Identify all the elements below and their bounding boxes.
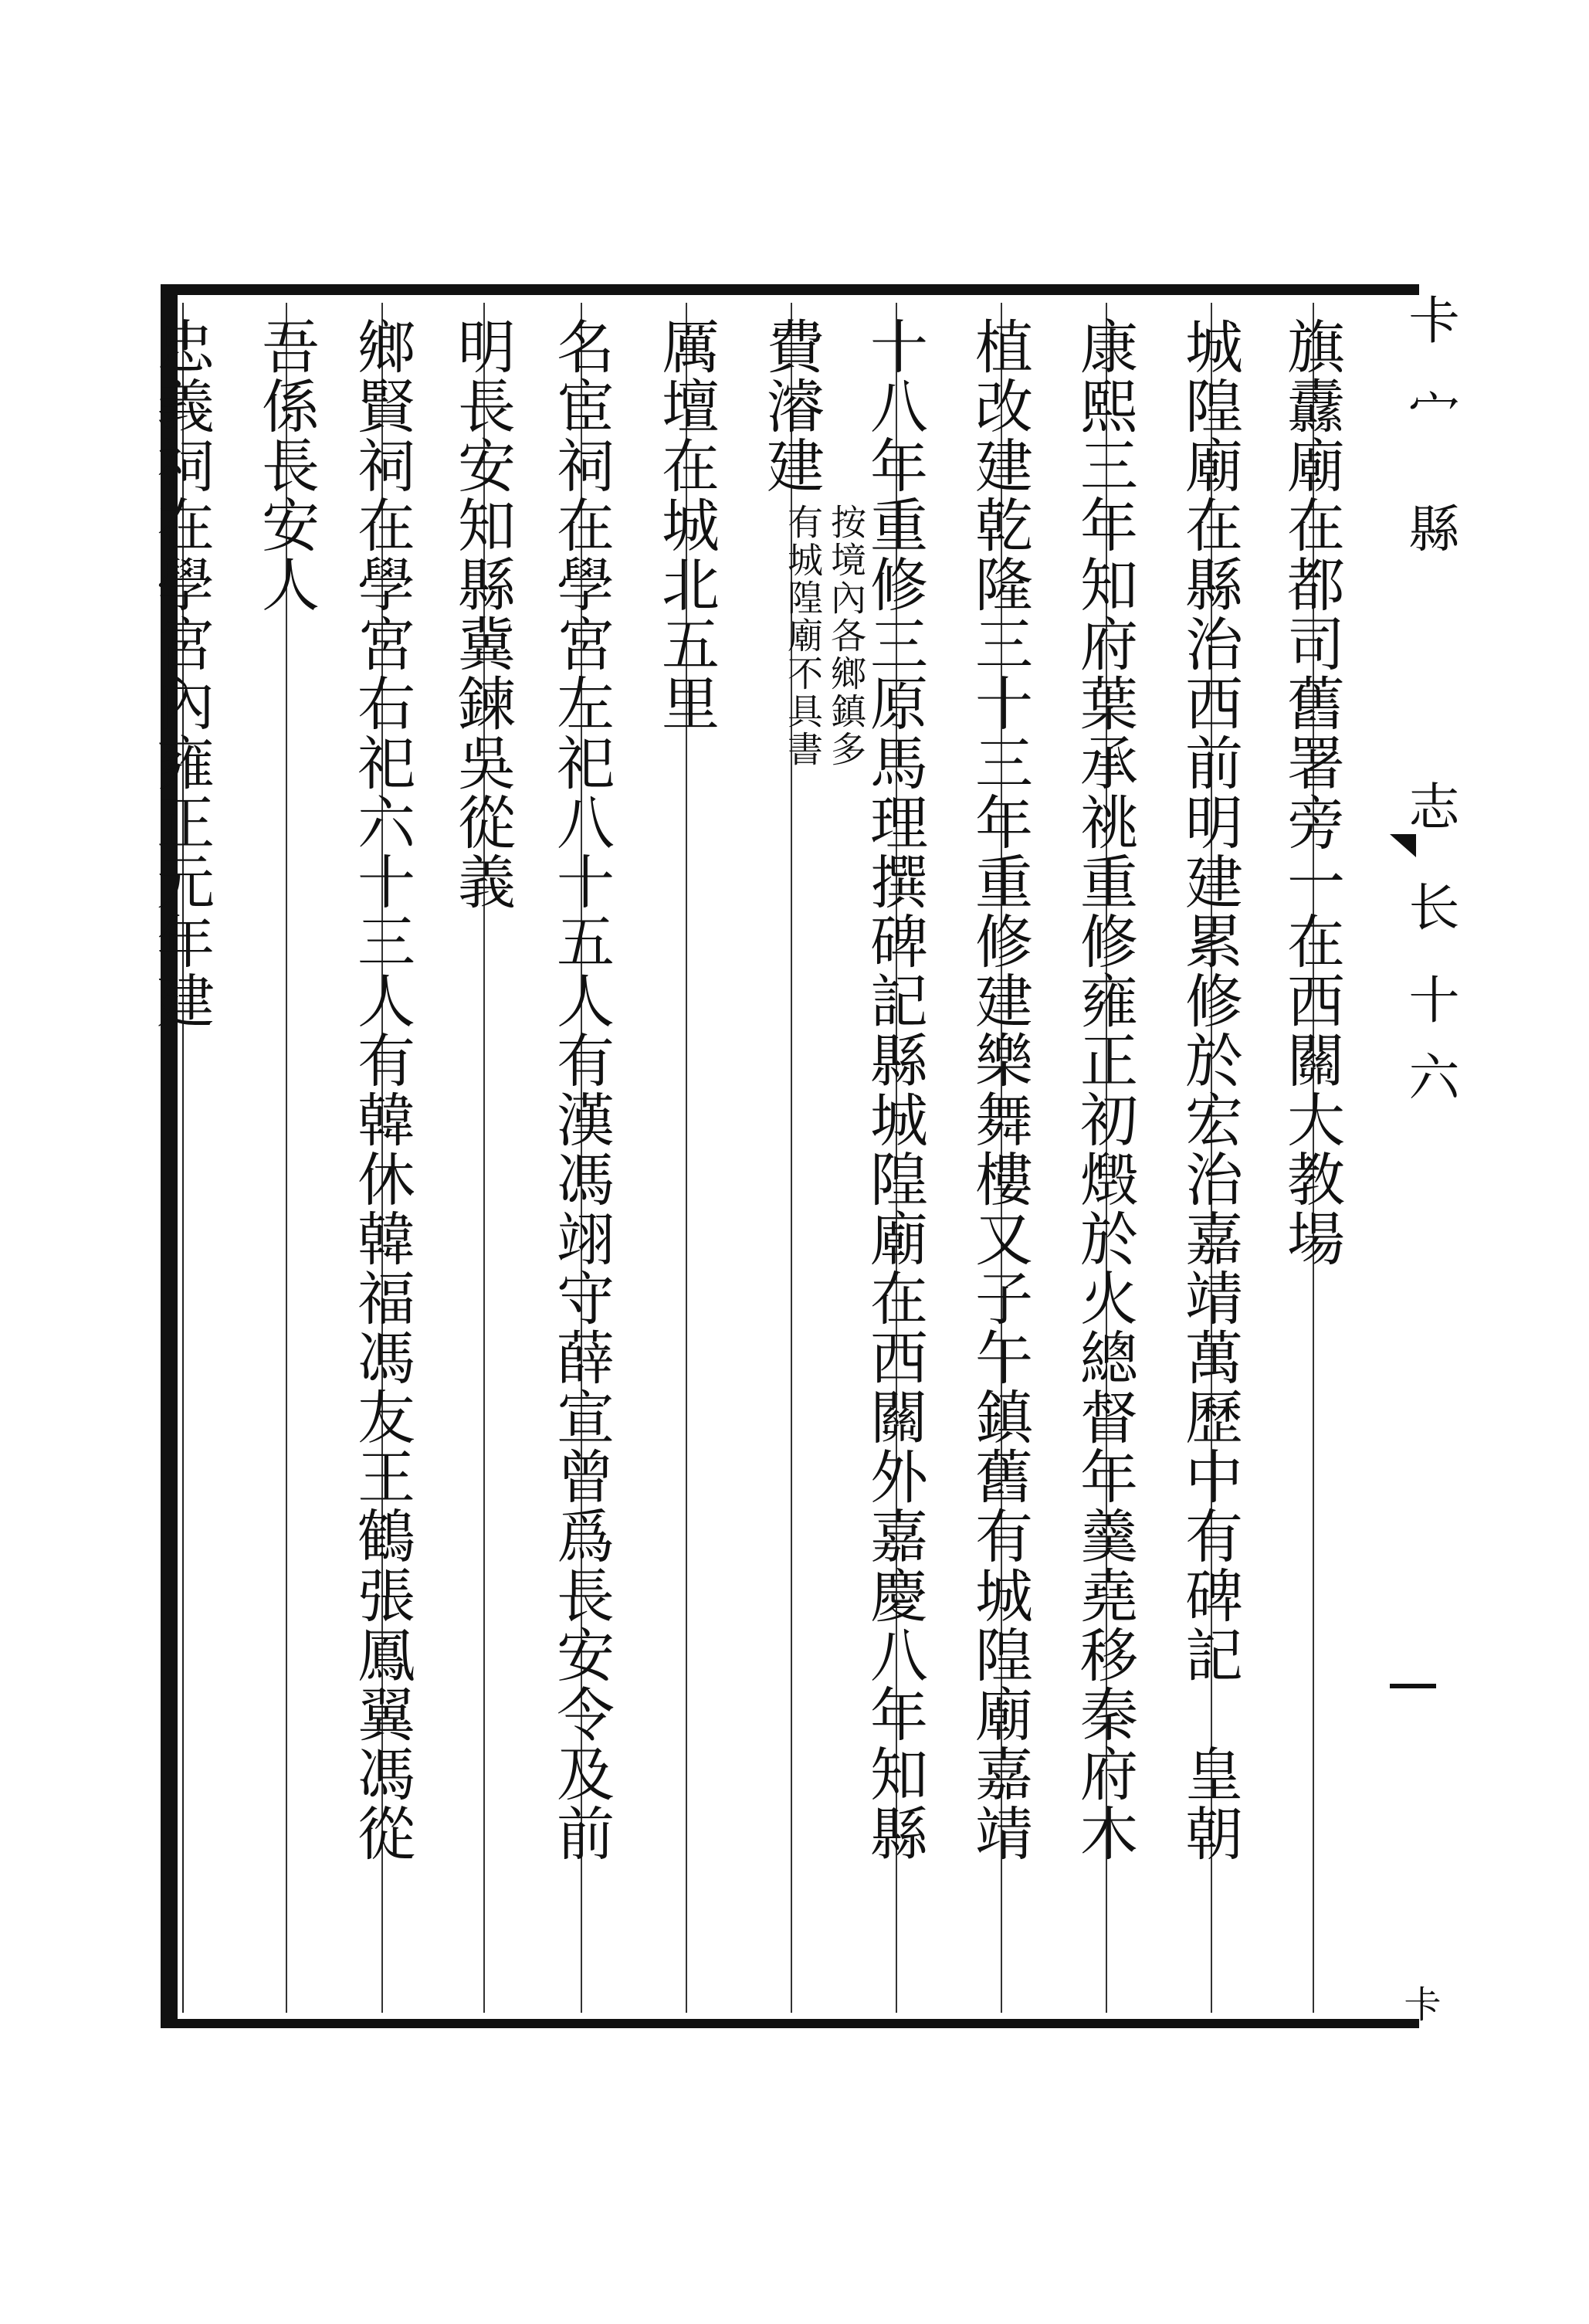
margin-glyph: 十 [1400, 973, 1459, 1024]
text-column-12: 忠義祠在學宮內雍正元年建 [147, 317, 215, 1030]
text-column-6: 費濬建 [757, 317, 825, 495]
text-column-11: 吾係長安人 [252, 317, 320, 614]
margin-glyph: 六 [1400, 1050, 1459, 1101]
annotation-right: 按境內各鄉鎮多 [825, 504, 867, 768]
margin-rule [1390, 1684, 1436, 1688]
text-column-3: 康熙三年知府葉承祧重修雍正初燬於火總督年羹堯移秦府木 [1071, 317, 1139, 1863]
margin-glyph: 长 [1400, 880, 1459, 931]
annotation-left: 有城隍廟不具書 [782, 504, 824, 768]
text-column-2: 城隍廟在縣治西前明建累修於宏治嘉靖萬歷中有碑記 皇朝 [1176, 317, 1244, 1863]
fishtail-mark [1390, 834, 1416, 857]
text-column-1: 旗纛廟在都司舊署旁一在西關大教場 [1278, 317, 1346, 1268]
text-column-5: 十八年重修三原馬理撰碑記縣城隍廟在西關外嘉慶八年知縣 [861, 317, 929, 1863]
text-column-9: 明長安知縣冀鍊吳從義 [449, 317, 517, 911]
margin-glyph: 卡 [1400, 293, 1459, 344]
text-column-8: 名宦祠在學宮左祀八十五人有漢馮翊守薛宣曾爲長安令及前 [547, 317, 615, 1863]
margin-glyph: 卡 [1398, 1985, 1441, 2022]
margin-glyph: 宀 [1400, 386, 1459, 437]
text-column-4: 植改建乾隆三十三年重修建樂舞樓又子午鎮舊有城隍廟嘉靖 [966, 317, 1034, 1863]
text-column-7: 厲壇在城北五里 [652, 317, 720, 733]
center-fold-margin [1390, 293, 1459, 2022]
margin-glyph: 志 [1400, 780, 1459, 831]
margin-glyph: 縣 [1400, 502, 1459, 553]
text-column-10: 鄉賢祠在學宮右祀六十三人有韓休韓福馮友王鶴張鳳翼馮從 [348, 317, 416, 1863]
